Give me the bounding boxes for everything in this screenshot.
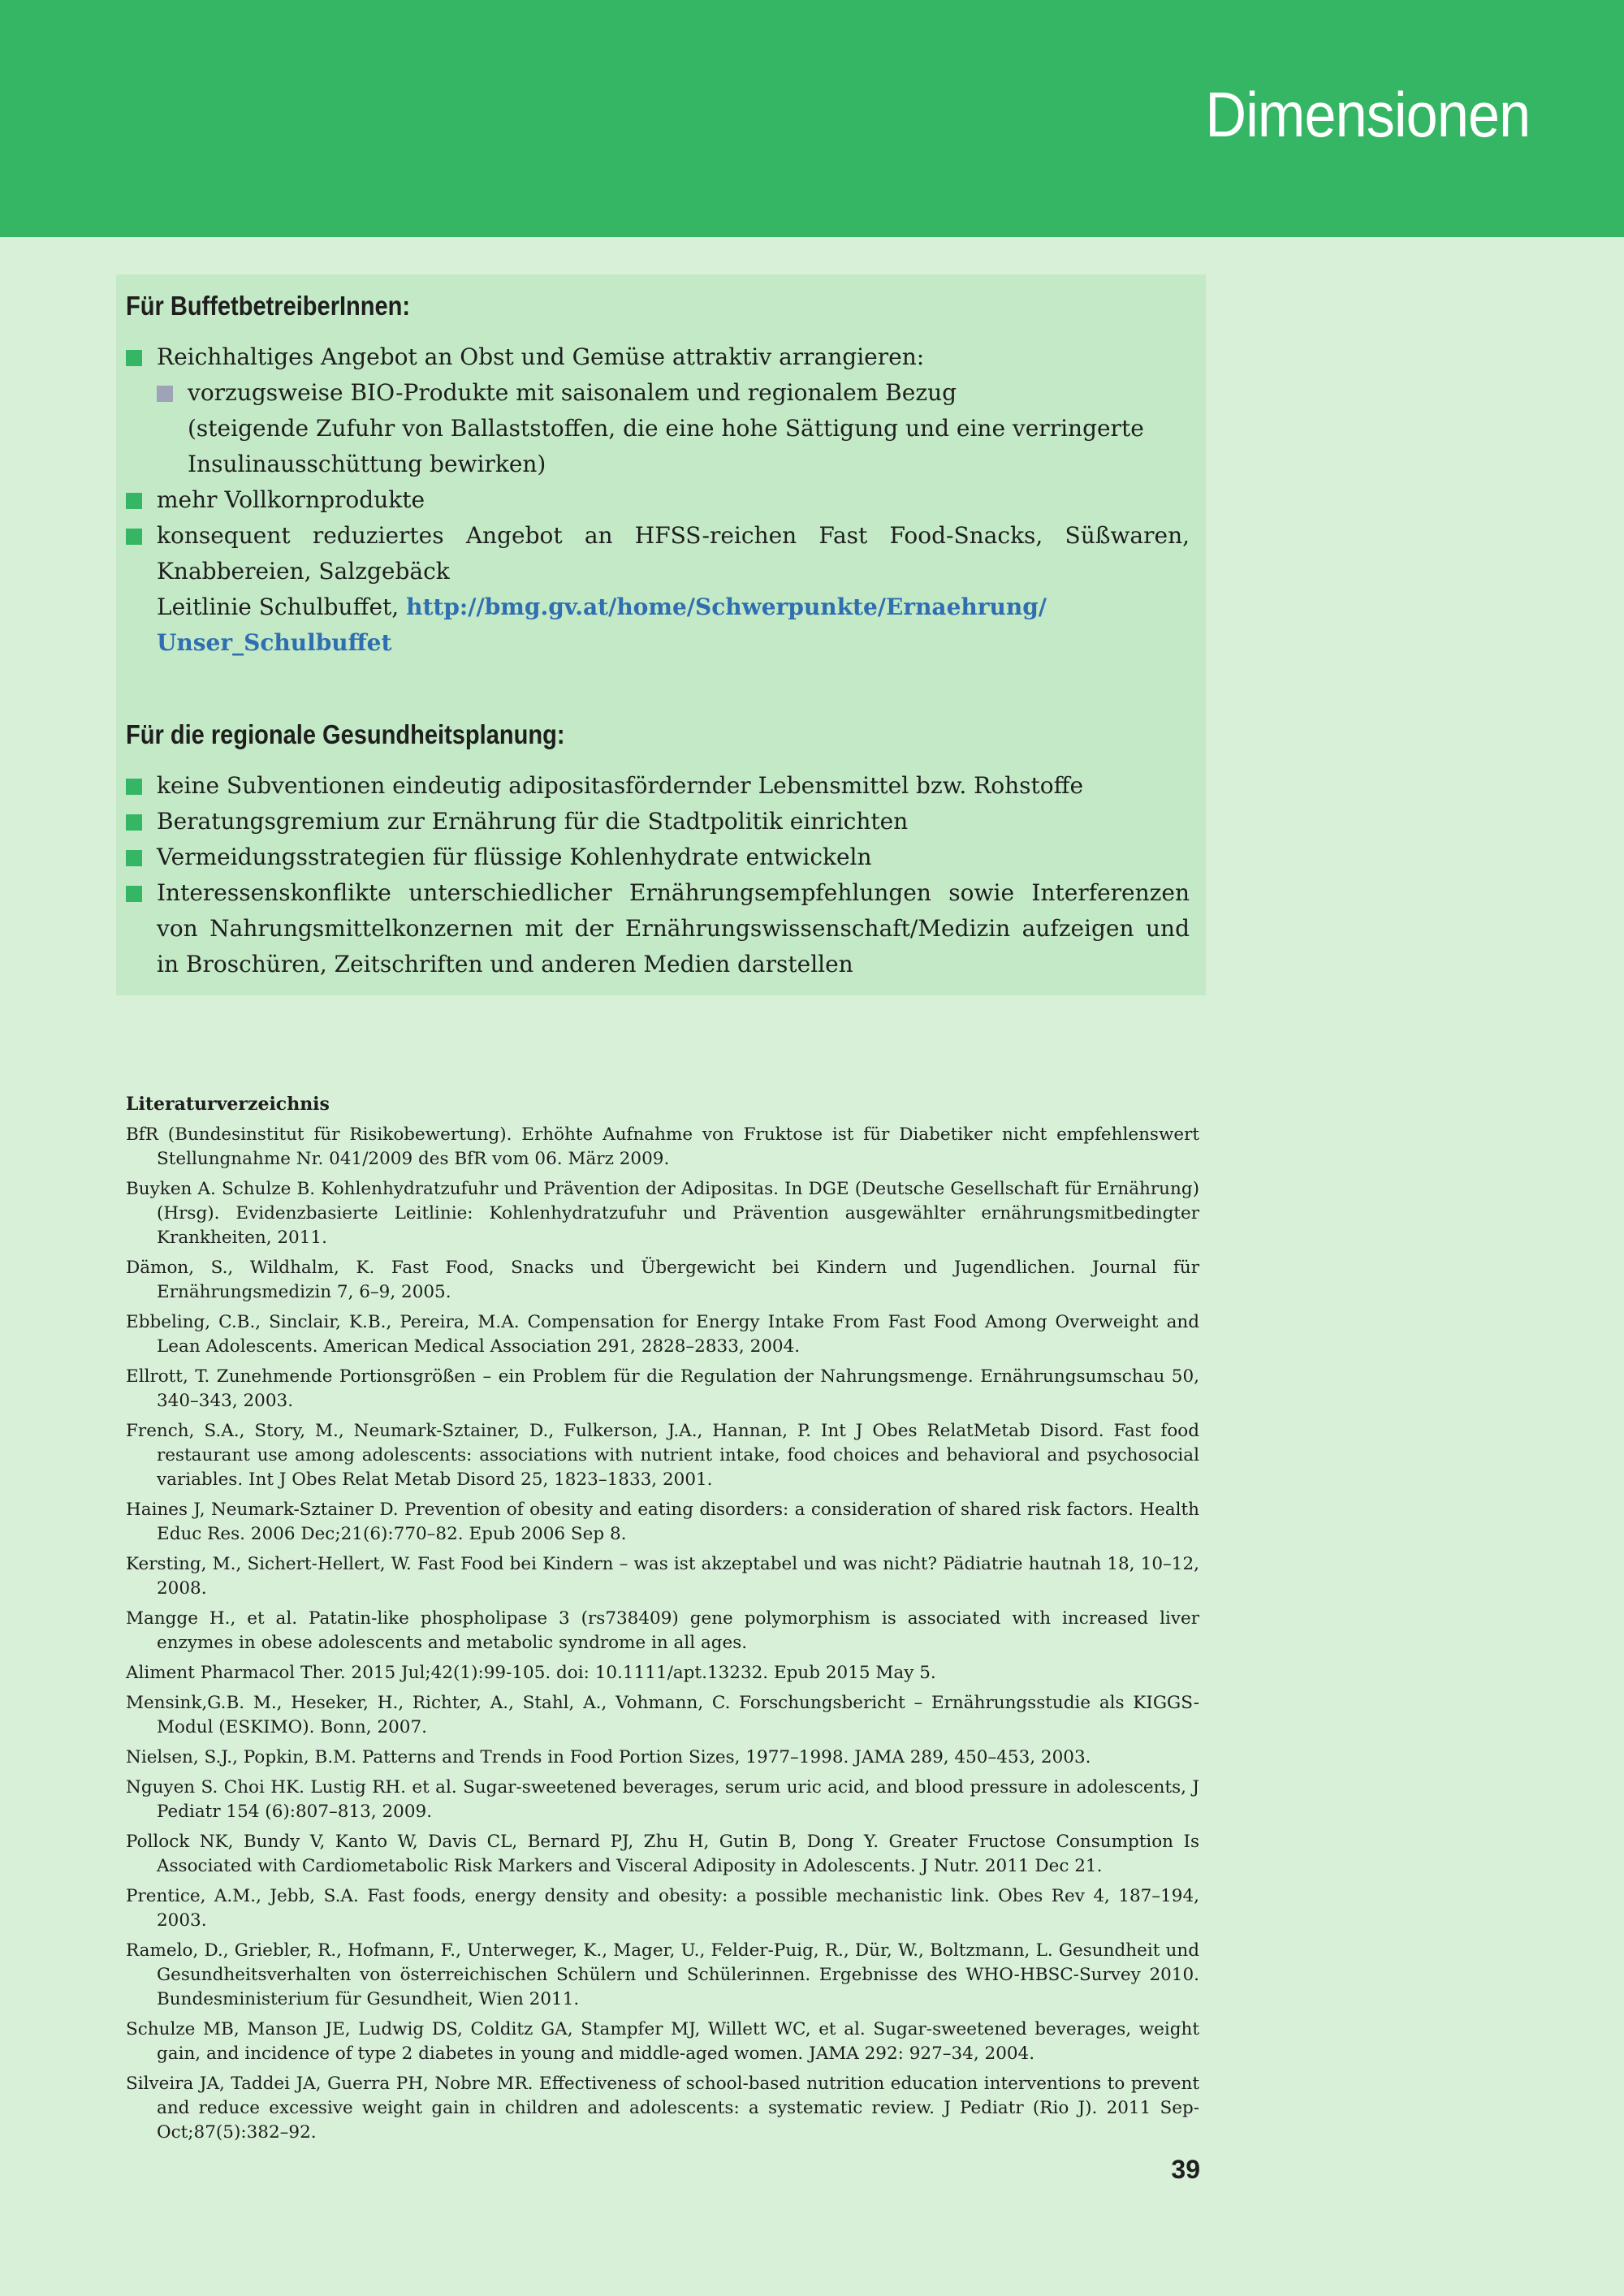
reference-item: Ramelo, D., Griebler, R., Hofmann, F., Unterweger, K., Mager, U., Felder-Puig, R., Dür, W., Boltzmann, L. Gesundheit und Gesundheitsverhalten von österreichischen Schülern und Schülerinnen. Ergebnisse des WHO-HBSC-Survey 2010. Bundesministerium für Gesundheit, Wien 2011.: [126, 1940, 1199, 2009]
reference-item: Schulze MB, Manson JE, Ludwig DS, Colditz GA, Stampfer MJ, Willett WC, et al. Sugar-sweetened beverages, weight gain, and incidence of type 2 diabetes in young and middle-aged women. JAMA 292: 927–34, 2004.: [126, 2019, 1199, 2064]
list-item: mehr Vollkornprodukte: [126, 482, 1190, 518]
reference-item: Haines J, Neumark-Sztainer D. Prevention of obesity and eating disorders: a consideration of shared risk factors. Health Educ Res. 2006 Dec;21(6):770–82. Epub 2006 Sep 8.: [126, 1500, 1199, 1544]
reference-item: Prentice, A.M., Jebb, S.A. Fast foods, energy density and obesity: a possible mechanistic link. Obes Rev 4, 187–194, 2003.: [126, 1886, 1199, 1931]
list-item: keine Subventionen eindeutig adipositasfördernder Lebensmittel bzw. Rohstoffe: [126, 768, 1190, 804]
bullet-icon: [126, 529, 142, 545]
bullet-icon: [126, 779, 142, 795]
header-banner: [0, 0, 1624, 237]
reference-item: Aliment Pharmacol Ther. 2015 Jul;42(1):99-105. doi: 10.1111/apt.13232. Epub 2015 May 5.: [126, 1663, 936, 1683]
bullet-icon: [126, 886, 142, 902]
reference-item: Silveira JA, Taddei JA, Guerra PH, Nobre MR. Effectiveness of school-based nutrition education interventions to prevent and reduce excessive weight gain in children and adolescents: a systematic review. J Pediatr (Rio J). 2011 Sep-Oct;87(5):382–92.: [126, 2074, 1199, 2143]
reference-item: Buyken A. Schulze B. Kohlenhydratzufuhr und Prävention der Adipositas. In DGE (Deutsche Gesellschaft für Ernährung) (Hrsg). Evidenzbasierte Leitlinie: Kohlenhydratzufuhr und Prävention ausgewählter ernährungsmitbedingter Krankheiten, 2011.: [126, 1179, 1199, 1248]
reference-item: Mangge H., et al. Patatin-like phospholipase 3 (rs738409) gene polymorphism is associated with increased liver enzymes in obese adolescents and metabolic syndrome in all ages.: [126, 1608, 1199, 1653]
section-heading-planning: Für die regionale Gesundheitsplanung:: [126, 719, 565, 749]
list-item: konsequent reduziertes Angebot an HFSS-reichen Fast Food-Snacks, Süßwaren, Knabbereien, Salzgebäck: [126, 518, 1190, 589]
reference-item: Mensink,G.B. M., Heseker, H., Richter, A., Stahl, A., Vohmann, C. Forschungsbericht – Ernährungsstudie als KIGGS-Modul (ESKIMO). Bonn, 2007.: [126, 1693, 1199, 1737]
list-item: Interessenskonflikte unterschiedlicher Ernährungsempfehlungen sowie Interferenzen von Nahrungsmittelkonzernen mit der Ernährungswissenschaft/Medizin aufzeigen und in Broschüren, Zeitschriften und anderen Medien darstellen: [126, 875, 1190, 982]
reference-item: Ebbeling, C.B., Sinclair, K.B., Pereira, M.A. Compensation for Energy Intake From Fast Food Among Overweight and Lean Adolescents. American Medical Association 291, 2828–2833, 2004.: [126, 1312, 1199, 1357]
buffet-list: [126, 339, 1190, 661]
reference-item: Pollock NK, Bundy V, Kanto W, Davis CL, Bernard PJ, Zhu H, Gutin B, Dong Y. Greater Fructose Consumption Is Associated with Cardiometabolic Risk Markers and Visceral Adiposity in Adolescents. J Nutr. 2011 Dec 21.: [126, 1832, 1199, 1876]
bullet-icon: [126, 493, 142, 509]
reference-item: Ellrott, T. Zunehmende Portionsgrößen – ein Problem für die Regulation der Nahrungsmenge. Ernährungsumschau 50, 340–343, 2003.: [126, 1366, 1199, 1411]
guideline-reference: Leitlinie Schulbuffet, http://bmg.gv.at/home/Schwerpunkte/Ernaehrung/ Unser_Schulbuffet: [157, 593, 1047, 656]
section-heading-buffet: Für BuffetbetreiberInnen:: [126, 291, 411, 321]
list-item: Vermeidungsstrategien für flüssige Kohlenhydrate entwickeln: [126, 839, 1190, 875]
recommendation-box: [116, 274, 1206, 995]
page-number: 39: [1171, 2155, 1200, 2184]
guideline-link[interactable]: http://bmg.gv.at/home/Schwerpunkte/Ernaehrung/ Unser_Schulbuffet: [157, 593, 1047, 656]
reference-item: BfR (Bundesinstitut für Risikobewertung). Erhöhte Aufnahme von Fruktose ist für Diabetiker nicht empfehlenswert Stellungnahme Nr. 041/2009 des BfR vom 06. März 2009.: [126, 1124, 1199, 1169]
bullet-icon: [126, 814, 142, 831]
planning-list: [126, 768, 1190, 982]
reference-item: Kersting, M., Sichert-Hellert, W. Fast Food bei Kindern – was ist akzeptabel und was nicht? Pädiatrie hautnah 18, 10–12, 2008.: [126, 1554, 1199, 1599]
list-item: Reichhaltiges Angebot an Obst und Gemüse attraktiv arrangieren:: [126, 339, 1190, 375]
bullet-icon: [126, 350, 142, 366]
page-title: Dimensionen: [1205, 79, 1530, 150]
references-section: [126, 1092, 1199, 2151]
list-item: Beratungsgremium zur Ernährung für die Stadtpolitik einrichten: [126, 804, 1190, 839]
sub-list-item: vorzugsweise BIO-Produkte mit saisonalem und regionalem Bezug (steigende Zufuhr von Ballaststoffen, die eine hohe Sättigung und eine verringerte Insulinausschüttung bewirken): [126, 375, 1190, 482]
reference-item: Nielsen, S.J., Popkin, B.M. Patterns and Trends in Food Portion Sizes, 1977–1998. JAMA 289, 450–453, 2003.: [126, 1747, 1091, 1767]
reference-item: Dämon, S., Wildhalm, K. Fast Food, Snacks und Übergewicht bei Kindern und Jugendlichen. Journal für Ernährungsmedizin 7, 6–9, 2005.: [126, 1258, 1199, 1302]
reference-item: Nguyen S. Choi HK. Lustig RH. et al. Sugar-sweetened beverages, serum uric acid, and blood pressure in adolescents, J Pediatr 154 (6):807–813, 2009.: [126, 1777, 1199, 1822]
bullet-icon: [126, 850, 142, 866]
references-title: Literaturverzeichnis: [126, 1094, 330, 1115]
sub-bullet-icon: [157, 386, 173, 402]
reference-item: French, S.A., Story, M., Neumark-Sztainer, D., Fulkerson, J.A., Hannan, P. Int J Obes RelatMetab Disord. Fast food restaurant use among adolescents: associations with nutrient intake, food choices and behavioral and psychosocial variables. Int J Obes Relat Metab Disord 25, 1823–1833, 2001.: [126, 1421, 1199, 1490]
